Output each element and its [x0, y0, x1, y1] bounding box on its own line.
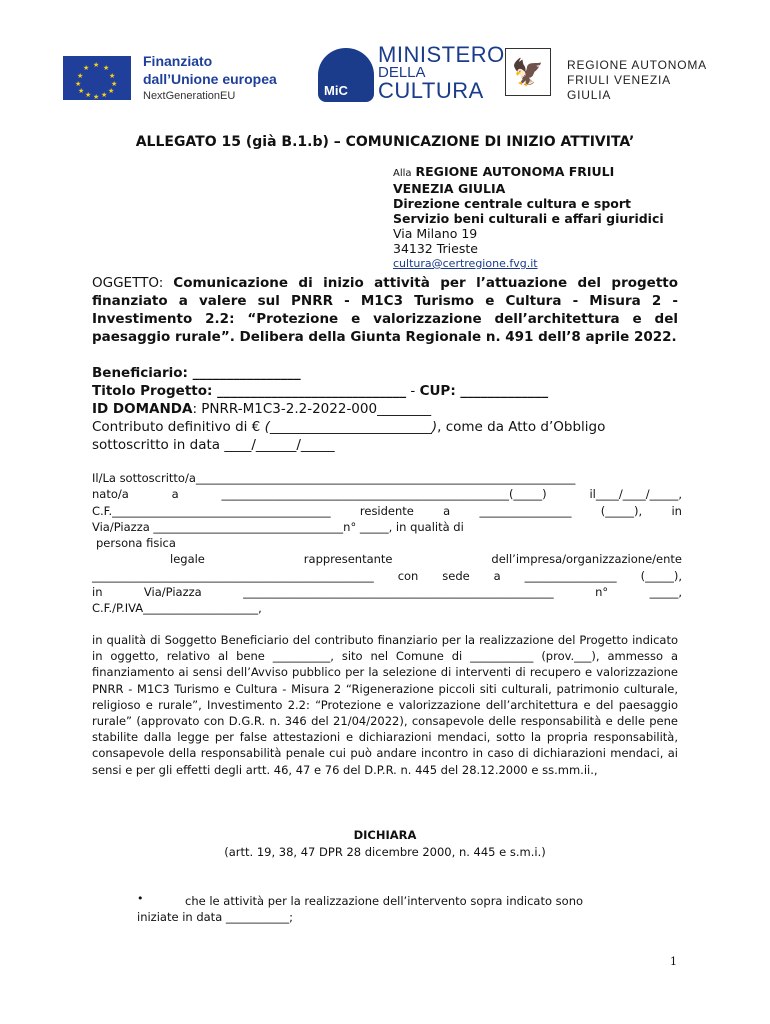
mic-line2: DELLA	[378, 64, 426, 81]
recipient-address	[393, 164, 693, 271]
id-domanda-field[interactable]: : PNRR-M1C3-2.2-2022-000________	[192, 401, 432, 417]
residence-row[interactable]: C.F.______________________________________ residente a ________________ (_____), in	[92, 503, 682, 518]
bullet-line2[interactable]: iniziate in data ___________;	[137, 910, 294, 925]
subject-text: Comunicazione di inizio attività per l’attuazione del progetto finanziato a valere sul PNRR - M1C3 Turismo e Cultura - Misura 2 - Investimento 2.2: “Protezione e valorizzazione dell’architettura e del paesaggio rurale”. Delibera della Giunta Regionale n. 491 dell’8 aprile 2022.	[92, 275, 678, 345]
fvg-line2: FRIULI VENEZIA GIULIA	[567, 73, 671, 102]
recipient-service: Servizio beni culturali e affari giuridici	[393, 211, 664, 226]
page-number: 1	[670, 955, 677, 968]
recipient-dept: Direzione centrale cultura e sport	[393, 196, 632, 211]
contribution-amount-field[interactable]: (________________________)	[264, 419, 438, 435]
legal-rep-row: legale rappresentante dell’impresa/organizzazione/ente	[170, 552, 682, 567]
project-fields: Beneficiario: ________________ Titolo Progetto: ____________________________ - CUP: _____________ ID DOMANDA: PNRR-M1C3-2.2-2022-000________	[92, 365, 549, 417]
id-domanda-label: ID DOMANDA	[92, 401, 193, 417]
cf-piva-field[interactable]: C.F./P.IVA____________________,	[92, 601, 262, 616]
beneficiario-field[interactable]: Beneficiario: ________________	[92, 365, 301, 381]
eu-funding-logo	[55, 48, 295, 106]
bullet-line1: che le attività per la realizzazione dell’intervento sopra indicato sono	[185, 894, 584, 908]
contribution-date-field[interactable]: sottoscritto in data ____/______/_____	[92, 437, 335, 453]
recipient-street: Via Milano 19	[393, 226, 478, 241]
sottoscritto-field[interactable]: Il/La sottoscritto/a__________________________________________________________________	[92, 471, 576, 485]
eu-flag-icon: ★ ★ ★ ★ ★ ★ ★ ★ ★ ★ ★ ★	[63, 56, 131, 100]
contribution-line: Contributo definitivo di € (________________________), come da Atto d’Obbligo sottoscritto in data ____/______/_____	[92, 418, 692, 454]
recipient-name-2: VENEZIA GIULIA	[393, 181, 506, 196]
dichiara-title: DICHIARA	[353, 828, 417, 842]
company-row[interactable]: _________________________________________________ con sede a ________________ (_____),	[92, 568, 682, 583]
declaration-paragraph: in qualità di Soggetto Beneficiario del contributo finanziario per la realizzazione del Progetto indicato in oggetto, relativo al bene __________, sito nel Comune di ___________ (prov.___), ammesso a finanziamento ai sensi dell’Avviso pubblico per la selezione di interventi di recupero e valorizzazione PNRR - M1C3 Turismo e Cultura - Misura 2 “Rigenerazione piccoli siti culturali, patrimonio culturale, religioso e rurale”, Investimento 2.2: “Protezione e valorizzazione dell’architettura e del paesaggio rurale” (approvato con D.G.R. n. 346 del 21/04/2022), consapevole delle responsabilità e delle pene stabilite dalla legge per false attestazioni e dichiarazioni mendaci, sotto la propria responsabilità, consapevole della responsabilità penale cui può andare incontro in caso di dichiarazioni mendaci, ai sensi e per gli effetti degli artt. 46, 47 e 76 del D.P.R. n. 445 del 28.12.2000 e ss.mm.ii.,	[92, 633, 678, 777]
recipient-prefix: Alla	[393, 168, 412, 179]
mic-mark-icon: MiC	[318, 48, 374, 102]
street-field[interactable]: Via/Piazza _________________________________n° _____, in qualità di	[92, 519, 464, 534]
bullet-icon: •	[137, 892, 144, 905]
cup-field[interactable]: CUP: _____________	[419, 383, 549, 399]
recipient-city: 34132 Trieste	[393, 241, 478, 256]
eagle-icon: 🦅	[505, 48, 551, 96]
regione-fvg-logo	[505, 48, 715, 102]
dichiara-heading	[0, 827, 770, 860]
eu-logo-line2: dall’Unione europea	[143, 71, 277, 87]
subject-paragraph	[92, 274, 678, 346]
subject-label: OGGETTO:	[92, 275, 174, 291]
birth-row[interactable]: nato/a a __________________________________________________(_____) il____/____/_____,	[92, 487, 682, 502]
titolo-progetto-field[interactable]: Titolo Progetto: ____________________________	[92, 383, 407, 399]
persona-fisica-option: persona fisica	[96, 536, 176, 551]
ministero-cultura-logo	[318, 42, 505, 104]
dichiara-subtitle: (artt. 19, 38, 47 DPR 28 dicembre 2000, n. 445 e s.m.i.)	[224, 844, 546, 859]
mic-line3: CULTURA	[378, 78, 484, 103]
company-address-row[interactable]: in Via/Piazza ______________________________________________________ n° _____,	[92, 585, 682, 600]
document-title: ALLEGATO 15 (già B.1.b) – COMUNICAZIONE DI INIZIO ATTIVITA’	[135, 134, 635, 150]
recipient-email-link[interactable]: cultura@certregione.fvg.it	[393, 257, 538, 270]
declaration-bullet	[137, 893, 679, 925]
fvg-line1: REGIONE AUTONOMA	[567, 58, 707, 72]
recipient-name-1: REGIONE AUTONOMA FRIULI	[415, 164, 615, 179]
eu-logo-line1: Finanziato	[143, 53, 213, 69]
eu-logo-line3: NextGenerationEU	[143, 90, 236, 102]
mic-line1: MINISTERO	[378, 42, 505, 67]
signatory-block	[92, 470, 682, 617]
